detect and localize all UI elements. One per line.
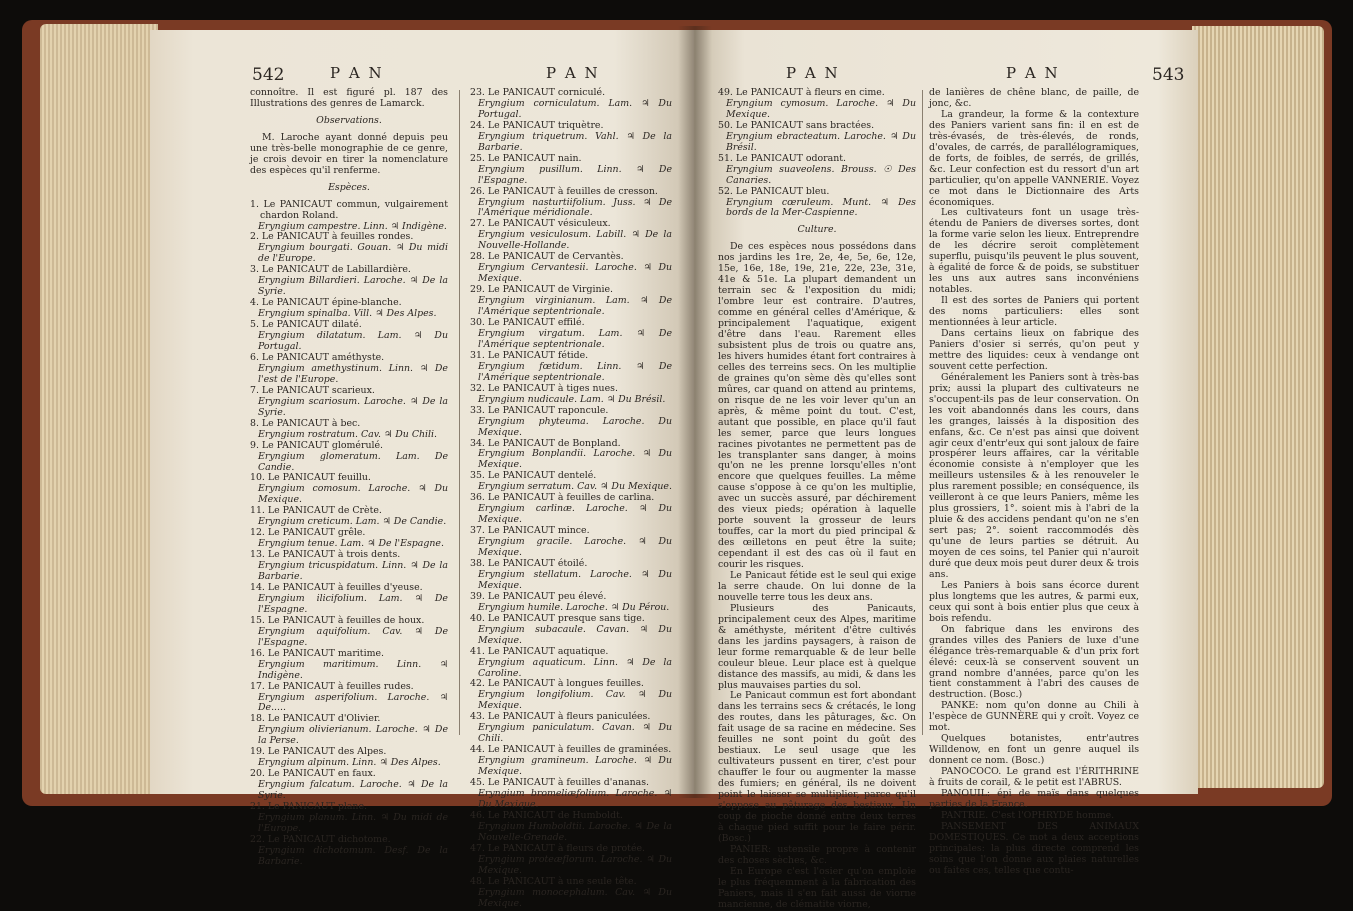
species-entry: 24. Le PANICAUT triquètre. <box>470 119 604 131</box>
latin-name: Eryngium subacaule. Cavan. ♃ Du Mexique. <box>478 623 672 646</box>
species-entry: 51. Le PANICAUT odorant. <box>718 152 846 164</box>
species-entry: 26. Le PANICAUT à feuilles de cresson. <box>470 185 658 197</box>
paragraph: Plusieurs des Panicauts, principalement ceux des Alpes, maritime & améthyste, méritent d'être cultivés dans les jardins paysagers, à raison de leur forme remarquable & de leur belle couleur bleue. Leur place est à quelque distance des massifs, au midi, & dans les plus mauvaises parties du sol. <box>718 602 916 691</box>
paragraph: Dans certains lieux on fabrique des Paniers d'osier si serrés, qu'on peut y mettre des liquides: ceux à vendange ont souvent cette perfection. <box>929 327 1139 372</box>
species-entry: 41. Le PANICAUT aquatique. <box>470 645 609 657</box>
left-page <box>150 30 696 909</box>
latin-name: Eryngium vesiculosum. Labill. ♃ De la Nouvelle-Hollande. <box>478 229 672 252</box>
latin-name: Eryngium alpinum. Linn. ♃ Des Alpes. <box>258 757 441 769</box>
latin-name: Eryngium glomeratum. Lam. De Candie. <box>258 450 448 473</box>
latin-name: Eryngium maritimum. Linn. ♃ Indigène. <box>258 658 448 681</box>
species-entry: 39. Le PANICAUT peu élevé. <box>470 590 607 602</box>
species-entry: 31. Le PANICAUT fétide. <box>470 349 589 361</box>
latin-name: Eryngium fœtidum. Linn. ♃ De l'Amérique septentrionale. <box>478 360 672 383</box>
paragraph: de lanières de chêne blanc, de paille, de jonc, &c. <box>929 87 1139 109</box>
species-entry: 28. Le PANICAUT de Cervantès. <box>470 251 624 263</box>
species-entry: 52. Le PANICAUT bleu. <box>718 185 830 197</box>
latin-name: Eryngium Cervantesii. Laroche. ♃ Du Mexique. <box>478 262 672 285</box>
right-column-1 <box>718 88 916 911</box>
latin-name: Eryngium aquaticum. Linn. ♃ De la Caroline. <box>478 656 672 679</box>
latin-name: Eryngium ebracteatum. Laroche. ♃ Du Brésil. <box>726 130 916 153</box>
latin-name: Eryngium Billardieri. Laroche. ♃ De la Syrie. <box>258 275 448 298</box>
dictionary-entry: PANKE: nom qu'on donne au Chili à l'espèce de GUNNÈRE qui y croît. Voyez ce mot. <box>929 700 1139 734</box>
species-entry: 50. Le PANICAUT sans bractées. <box>718 119 875 131</box>
species-entry: 29. Le PANICAUT de Virginie. <box>470 284 614 296</box>
species-entry: 47. Le PANICAUT à fleurs de protée. <box>470 842 646 854</box>
species-entry: 20. Le PANICAUT en faux. <box>250 768 376 780</box>
latin-name: Eryngium cymosum. Laroche. ♃ Du Mexique. <box>726 97 916 120</box>
paragraph: Les Paniers à bois sans écorce durent plus longtems que les autres, & parmi eux, ceux qui sont à bois entier plus que ceux à bois refendu. <box>929 579 1139 624</box>
latin-name: Eryngium gracile. Laroche. ♃ Du Mexique. <box>478 536 672 559</box>
latin-name: Eryngium creticum. Lam. ♃ De Candie. <box>258 516 447 528</box>
species-entry: 10. Le PANICAUT feuillu. <box>250 472 371 484</box>
species-entry: 6. Le PANICAUT améthyste. <box>250 351 385 363</box>
left-running-head-2: P A N <box>546 64 600 82</box>
latin-name: Eryngium cœruleum. Munt. ♃ Des bords de la Mer-Caspienne. <box>726 196 916 219</box>
dictionary-entry: PANTRIE. C'est l'OPHRYDE homme. <box>941 809 1115 821</box>
species-entry: 32. Le PANICAUT à tiges nues. <box>470 382 618 394</box>
right-page-number: 543 <box>1152 65 1185 85</box>
latin-name: Eryngium aquifolium. Cav. ♃ De l'Espagne. <box>258 625 448 648</box>
paragraph: Le Panicaut commun est fort abondant dans les terrains secs & crétacés, le long des routes, dans les pâturages, &c. On fait usage de sa racine en médecine. Ses feuilles ne sont point du goût des bestiaux. Le seul usage que les cultivateurs pussent en tirer, c'est pour chauffer le four ou augmenter la masse des fumiers; en général, ils ne doivent point le laisser se multiplier, parce qu'il s'oppose au pâturage des bestiaux. Un coup de pioche donné entre deux terres à chaque pied suffit pour le faire périr. (Bosc.) <box>718 690 916 844</box>
section-heading: Espèces. <box>328 181 370 193</box>
latin-name: Eryngium carlinæ. Laroche. ♃ Du Mexique. <box>478 503 672 526</box>
latin-name: Eryngium virgatum. Lam. ♃ De l'Amérique septentrionale. <box>478 327 672 350</box>
species-entry: 11. Le PANICAUT de Crète. <box>250 505 382 517</box>
paragraph: De ces espèces nous possédons dans nos jardins les 1re, 2e, 4e, 5e, 6e, 12e, 15e, 16e, 18e, 19e, 21e, 22e, 23e, 31e, 41e & 51e. La plupart demandent un terrain sec & l'exposition du midi; l'ombre leur est contraire. D'autres, comme en général celles d'Amérique, & principalement l'aquatique, exigent d'être dans l'eau. Rarement elles subsistent plus de trois ou quatre ans, les hivers humides étant fort contraires à celles des terreins secs. On les multiplie de graines qu'on sème dès qu'elles sont mûres, car quand on attend au printems, on risque de ne les voir lever qu'un an après, & même point du tout. C'est, autant que possible, en place qu'il faut les semer, parce que leurs longues racines pivotantes ne permettent pas de les transplanter sans danger, à moins qu'on ne les prenne lorsqu'elles n'ont encore que quelques feuilles. La même cause s'oppose à ce qu'on les multiplie, avec un succès assuré, par déchirement des vieux pieds; opération à laquelle porte souvent la grosseur de leurs touffes, car la mort du pied principal & des œilletons en peut être la suite; cependant il est des cas où il faut en courir les risques. <box>718 241 916 571</box>
paragraph: PANIER: ustensile propre à contenir des choses sèches, &c. <box>718 843 916 866</box>
latin-name: Eryngium stellatum. Laroche. ♃ Du Mexique. <box>478 568 672 591</box>
species-entry: 19. Le PANICAUT des Alpes. <box>250 746 387 758</box>
latin-name: Eryngium bromeliæfolium. Laroche. ♃ Du Mexique. <box>478 788 672 810</box>
latin-name: Eryngium pusillum. Linn. ♃ De l'Espagne. <box>478 163 672 186</box>
species-entry: 9. Le PANICAUT glomérulé. <box>250 439 384 451</box>
species-entry: 34. Le PANICAUT de Bonpland. <box>470 437 621 449</box>
latin-name: Eryngium amethystinum. Linn. ♃ De l'est de l'Europe. <box>258 362 448 385</box>
latin-name: Eryngium rostratum. Cav. ♃ Du Chili. <box>258 428 438 440</box>
paragraph: Le Panicaut fétide est le seul qui exige la serre chaude. On lui donne de la nouvelle terre tous les deux ans. <box>718 569 916 603</box>
right-running-head: P A N <box>786 64 840 82</box>
latin-name: Eryngium Humboldtii. Laroche. ♃ De la Nouvelle-Grenade. <box>478 820 672 843</box>
latin-name: Eryngium nudicaule. Lam. ♃ Du Brésil. <box>478 393 666 405</box>
latin-name: Eryngium asperifolium. Laroche. ♃ De..... <box>258 691 448 714</box>
species-entry: 44. Le PANICAUT à feuilles de graminées. <box>470 744 672 756</box>
latin-name: Eryngium campestre. Linn. ♃ Indigène. <box>258 220 447 232</box>
species-entry: 40. Le PANICAUT presque sans tige. <box>470 612 645 624</box>
species-entry: 25. Le PANICAUT nain. <box>470 152 582 164</box>
latin-name: Eryngium suaveolens. Brouss. ☉ Des Canaries. <box>726 163 916 186</box>
paragraph: La grandeur, la forme & la contexture des Paniers varient sans fin: il en est de très-évasés, de très-élevés, de ronds, d'ovales, de carrés, de parallélogramiques, de forts, de foibles, de serrés, de grillés, &c. Leur confection est du ressort d'un art particulier, qu'on appelle VANNERIE. Voyez ce mot dans le Dictionnaire des Arts économiques. <box>929 108 1139 208</box>
right-column-2 <box>929 88 1139 877</box>
species-entry: 15. Le PANICAUT à feuilles de houx. <box>250 614 425 626</box>
species-entry: 38. Le PANICAUT étoilé. <box>470 557 588 569</box>
species-entry: 35. Le PANICAUT dentelé. <box>470 470 597 482</box>
species-entry: 12. Le PANICAUT grêle. <box>250 527 366 539</box>
species-entry: 8. Le PANICAUT à bec. <box>250 417 361 429</box>
paragraph: Il est des sortes de Paniers qui portent des noms particuliers: elles sont mentionnées à leur article. <box>929 295 1139 329</box>
species-entry: 14. Le PANICAUT à feuilles d'yeuse. <box>250 581 423 593</box>
right-running-head-2: P A N <box>1006 64 1060 82</box>
right-page-edges <box>1192 26 1324 788</box>
latin-name: Eryngium monocephalum. Cav. ♃ Du Mexique. <box>478 886 672 909</box>
latin-name: Eryngium falcatum. Laroche. ♃ De la Syrie. <box>258 779 448 802</box>
species-entry: 22. Le PANICAUT dichotome. <box>250 833 391 845</box>
species-entry: 48. Le PANICAUT à une seule tête. <box>470 875 637 887</box>
column-rule <box>459 90 460 735</box>
species-entry: 43. Le PANICAUT à fleurs paniculées. <box>470 711 651 723</box>
left-page-number: 542 <box>252 65 285 85</box>
paragraph: Généralement les Paniers sont à très-bas prix; aussi la plupart des cultivateurs ne s'occupent-ils pas de leur conservation. On les voit abandonnés dans les cours, dans les granges, laissés à la disposition des enfans, &c. Ce n'est pas ainsi que doivent agir ceux d'entr'eux qui sont jaloux de faire prospérer leurs affaires, car la véritable économie consiste à n'employer que les meilleurs ustensiles & à les renouveler le plus rarement possible; en conséquence, ils veilleront à ce que leurs Paniers, même les plus grossiers, 1°. soient mis à l'abri de la pluie & des accidens pendant qu'on ne s'en sert pas; 2°. soient raccommodés dès qu'une de leurs parties se détruit. Au moyen de ces soins, tel Panier qui n'auroit duré que deux mois peut durer deux & trois ans. <box>929 371 1139 580</box>
latin-name: Eryngium tricuspidatum. Linn. ♃ De la Barbarie. <box>258 560 448 583</box>
latin-name: Eryngium bourgati. Gouan. ♃ Du midi de l'Europe. <box>258 242 448 265</box>
latin-name: Eryngium olivierianum. Laroche. ♃ De la Perse. <box>258 724 448 747</box>
paragraph: Quelques botanistes, entr'autres Willdenow, en font un genre auquel ils donnent ce nom. (Bosc.) <box>929 733 1139 767</box>
species-entry: 30. Le PANICAUT effilé. <box>470 317 585 329</box>
species-entry: 17. Le PANICAUT à feuilles rudes. <box>250 680 414 692</box>
species-entry: 27. Le PANICAUT vésiculeux. <box>470 218 611 230</box>
species-entry: 42. Le PANICAUT à longues feuilles. <box>470 678 644 690</box>
species-entry: 1. Le PANICAUT commun, vulgairement chardon Roland. <box>250 198 448 221</box>
latin-name: Eryngium scariosum. Laroche. ♃ De la Syrie. <box>258 395 448 418</box>
left-page-edges <box>40 24 158 794</box>
section-heading: Culture. <box>797 224 837 236</box>
paragraph: En Europe c'est l'osier qu'on emploie le plus fréquemment à la fabrication des Paniers, mais il s'en fait aussi de viorne mancienne, de clématite viorne, <box>718 865 916 910</box>
section-heading: Observations. <box>316 114 382 126</box>
paragraph: On fabrique dans les environs des grandes villes des Paniers de luxe d'une élégance très-remarquable & d'un prix fort élevé: ceux-là se conservent souvent un grand nombre d'années, parce qu'on les tient constamment à l'abri des causes de destruction. (Bosc.) <box>929 623 1139 701</box>
left-column-1 <box>250 88 448 868</box>
text-line: connoître. Il est figuré pl. 187 des Illustrations des genres de Lamarck. <box>250 87 448 109</box>
latin-name: Eryngium phyteuma. Laroche. Du Mexique. <box>478 415 672 438</box>
species-entry: 5. Le PANICAUT dilaté. <box>250 319 362 331</box>
species-entry: 36. Le PANICAUT à feuilles de carlina. <box>470 492 655 504</box>
species-entry: 18. Le PANICAUT d'Olivier. <box>250 713 381 725</box>
book-gutter <box>678 26 712 798</box>
latin-name: Eryngium comosum. Laroche. ♃ Du Mexique. <box>258 483 448 506</box>
latin-name: Eryngium corniculatum. Lam. ♃ Du Portugal. <box>478 97 672 120</box>
latin-name: Eryngium tenue. Lam. ♃ De l'Espagne. <box>258 538 444 550</box>
species-entry: 49. Le PANICAUT à fleurs en cime. <box>718 87 885 98</box>
latin-name: Eryngium planum. Linn. ♃ Du midi de l'Europe. <box>258 812 448 834</box>
latin-name: Eryngium dichotomum. Desf. De la Barbarie. <box>258 844 448 867</box>
latin-name: Eryngium Bonplandii. Laroche. ♃ Du Mexique. <box>478 448 672 471</box>
latin-name: Eryngium spinalba. Vill. ♃ Des Alpes. <box>258 308 437 320</box>
species-entry: 46. Le PANICAUT de Humboldt. <box>470 809 623 821</box>
latin-name: Eryngium dilatatum. Lam. ♃ Du Portugal. <box>258 330 448 353</box>
species-entry: 23. Le PANICAUT corniculé. <box>470 87 606 98</box>
latin-name: Eryngium ilicifolium. Lam. ♃ De l'Espagne. <box>258 592 448 615</box>
dictionary-entry: PANSEMENT DES ANIMAUX DOMESTIQUES. Ce mot a deux acceptions principales: la plus directe comprend les soins que l'on donne aux plaies naturelles ou faites ces, telles que contu- <box>929 820 1139 876</box>
left-running-head: P A N <box>330 64 384 82</box>
species-entry: 37. Le PANICAUT mince. <box>470 525 590 537</box>
species-entry: 7. Le PANICAUT scarieux. <box>250 384 375 396</box>
left-column-2 <box>470 88 672 909</box>
latin-name: Eryngium nasturtiifolium. Juss. ♃ De l'Amérique méridionale. <box>478 196 672 219</box>
right-page <box>694 30 1198 910</box>
latin-name: Eryngium virginianum. Lam. ♃ De l'Amérique septentrionale. <box>478 295 672 318</box>
species-entry: 4. Le PANICAUT épine-blanche. <box>250 297 402 309</box>
species-entry: 45. Le PANICAUT à feuilles d'ananas. <box>470 777 650 789</box>
column-rule <box>922 90 923 735</box>
dictionary-entry: PANOUIL: épi de maïs dans quelques parties de la France. <box>929 788 1139 810</box>
latin-name: Eryngium paniculatum. Cavan. ♃ Du Chili. <box>478 722 672 745</box>
paragraph: M. Laroche ayant donné depuis peu une très-belle monographie de ce genre, je crois devoir en tirer la nomenclature des espèces qu'il renferme. <box>250 131 448 176</box>
latin-name: Eryngium humile. Laroche. ♃ Du Pérou. <box>478 601 670 613</box>
species-entry: 16. Le PANICAUT maritime. <box>250 647 384 659</box>
dictionary-entry: PANOCOCO. Le grand est l'ÉRITHRINE à fruits de corail, & le petit est l'ABRUS. <box>929 766 1139 789</box>
latin-name: Eryngium gramineum. Laroche. ♃ Du Mexique. <box>478 755 672 778</box>
latin-name: Eryngium proteæflorum. Laroche. ♃ Du Mexique. <box>478 853 672 876</box>
species-entry: 13. Le PANICAUT à trois dents. <box>250 549 401 561</box>
species-entry: 33. Le PANICAUT raponcule. <box>470 404 609 416</box>
species-entry: 21. Le PANICAUT plane. <box>250 801 367 813</box>
latin-name: Eryngium longifolium. Cav. ♃ Du Mexique. <box>478 689 672 712</box>
latin-name: Eryngium serratum. Cav. ♃ Du Mexique. <box>478 481 672 493</box>
species-entry: 3. Le PANICAUT de Labillardière. <box>250 264 411 276</box>
paragraph: Les cultivateurs font un usage très-étendu de Paniers de diverses sortes, dont la forme varie selon les lieux. Entreprendre de les décrire seroit complètement superflu, puisqu'ils peuvent le plus souvent, à égalité de force & de poids, se substituer les uns aux autres sans inconvéniens notables. <box>929 207 1139 296</box>
species-entry: 2. Le PANICAUT à feuilles rondes. <box>250 231 414 243</box>
latin-name: Eryngium triquetrum. Vahl. ♃ De la Barbarie. <box>478 130 672 153</box>
